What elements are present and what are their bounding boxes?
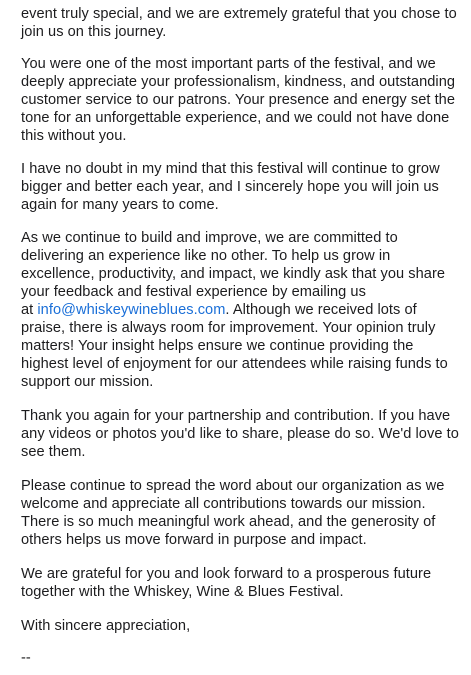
signature-separator: -- xyxy=(21,650,31,666)
cropped-top-edge xyxy=(0,0,471,4)
paragraph-4-line-3: excellence, productivity, and impact, we kindly ask that you share xyxy=(21,266,446,282)
closing-line: With sincere appreciation, xyxy=(21,618,191,634)
paragraph-4-line-7: matters! Your insight helps ensure we continue providing the xyxy=(21,338,414,354)
paragraph-3-line-1: I have no doubt in my mind that this festival will continue to grow xyxy=(21,161,440,177)
paragraph-2-line-2: deeply appreciate your professionalism, kindness, and outstanding xyxy=(21,74,456,90)
paragraph-4-line-9: support our mission. xyxy=(21,374,154,390)
paragraph-2-line-4: tone for an unforgettable experience, and we could not have done xyxy=(21,110,450,126)
paragraph-4-line-1: As we continue to build and improve, we are committed to xyxy=(21,230,398,246)
paragraph-6-line-4: others helps us move forward in purpose and impact. xyxy=(21,532,367,548)
paragraph-4-line-6: praise, there is always room for improvement. Your opinion truly xyxy=(21,320,436,336)
paragraph-5-line-2: any videos or photos you'd like to share, please do so. We'd love to xyxy=(21,426,459,442)
paragraph-3-line-2: bigger and better each year, and I sincerely hope you will join us xyxy=(21,179,439,195)
link-prefix: at xyxy=(21,302,38,318)
paragraph-4-line-5 xyxy=(21,302,417,320)
paragraph-5-line-1: Thank you again for your partnership and contribution. If you have xyxy=(21,408,451,424)
paragraph-3-line-3: again for many years to come. xyxy=(21,197,219,213)
paragraph-4-line-4: your feedback and festival experience by emailing us xyxy=(21,284,366,300)
link-suffix: . Although we received lots of xyxy=(225,302,417,318)
paragraph-6-line-1: Please continue to spread the word about our organization as we xyxy=(21,478,445,494)
paragraph-4-line-2: delivering an experience like no other. To help us grow in xyxy=(21,248,391,264)
paragraph-4-line-8: highest level of enjoyment for our attendees while raising funds to xyxy=(21,356,448,372)
paragraph-5-line-3: see them. xyxy=(21,444,86,460)
paragraph-6-line-3: There is so much meaningful work ahead, and the generosity of xyxy=(21,514,436,530)
email-link[interactable]: info@whiskeywineblues.com xyxy=(37,302,226,318)
paragraph-2-line-3: customer service to our patrons. Your presence and energy set the xyxy=(21,92,456,108)
paragraph-6-line-2: welcome and appreciate all contributions towards our mission. xyxy=(21,496,426,512)
paragraph-7-line-1: We are grateful for you and look forward to a prosperous future xyxy=(21,566,432,582)
paragraph-2-line-5: this without you. xyxy=(21,128,127,144)
paragraph-7-line-2: together with the Whiskey, Wine & Blues Festival. xyxy=(21,584,344,600)
paragraph-1-line-2: join us on this journey. xyxy=(21,24,167,40)
paragraph-1-line-1: event truly special, and we are extremely grateful that you chose to xyxy=(21,6,457,22)
paragraph-2-line-1: You were one of the most important parts of the festival, and we xyxy=(21,56,436,72)
